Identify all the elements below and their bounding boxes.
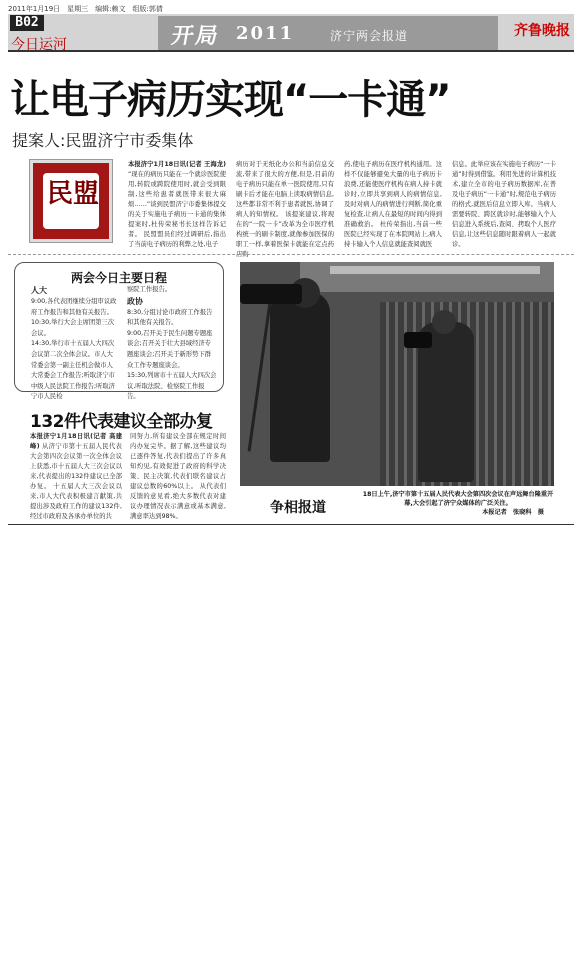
article2-lead: 本报济宁1月18日讯(记者 高建峰) [30, 433, 122, 450]
schedule-heading: 政协 [127, 296, 143, 306]
article1-column-1 [128, 160, 226, 250]
article-headline: 让电子病历实现“一卡通” [10, 77, 451, 123]
video-camera-icon [240, 284, 302, 304]
schedule-left-column [31, 285, 117, 403]
schedule-item: 8:30,分组讨论市政府工作报告和其他有关报告。 [127, 308, 213, 327]
schedule-item: 15:30,列席市十五届人大四次会议,听取法院、检察院工作报告。 [127, 372, 217, 401]
schedule-item: 14:30,举行市十五届人大四次会议第二次全体会议。市人大常委会第一副主任机会做市人大常委会工作报告;听取济宁市中级人民法院工作报告;听取济宁市人民检 [31, 340, 115, 401]
banner-year: 2011 [236, 23, 295, 44]
emblem-mark: 民盟 [47, 179, 100, 209]
schedule-box [14, 262, 224, 401]
news-photo [240, 262, 554, 486]
photo-camera-icon [404, 332, 432, 348]
schedule-right-column [127, 285, 217, 403]
banner-calligraphy: 开局 [169, 23, 223, 49]
article2-column-1 [30, 432, 122, 520]
page-number: B02 [10, 15, 44, 31]
article1-lead: 本报济宁1月18日讯(记者 王海龙) [128, 161, 226, 168]
schedule-heading: 人大 [31, 286, 47, 295]
schedule-item: 9:00,各代表团继续分组审议政府工作报告和其他有关报告。 [31, 298, 117, 316]
page-bottom-rule [8, 524, 574, 525]
page-dateline: 2011年1月19日 星期三 编辑:赖文 组版:郭倩 [8, 5, 163, 13]
article1-column-2: 病历对于无纸化办公和当前信息交流,带来了很大的方便,但是,目前的电子病历只能在单一医院使用,只有刷卡后才能在电脑上读取病情信息,这些都非常不利于患者就医,协调了病人的知情权。 该提案建议,将现在的“一院一卡”改革为全市医疗机构统一的刷卡制度,就像参加医保的职工一样,拿着医保卡就能在定点药店购 [236, 161, 334, 258]
special-banner [158, 16, 498, 50]
schedule-item: 9:00,召开关于民生问题专题座谈会;召开关于壮大县域经济专题座谈会;召开关于新形势下群众工作专题座谈会。 [127, 329, 213, 369]
page-header [8, 14, 574, 52]
photo-credit: 本报记者 张晓科 摄 [482, 509, 544, 516]
article2-column-2: 同努力,所有建议全部在规定时间内办复完毕。据了解,这些建议均已逐件答复,代表们提出了许多真知灼见,有效促进了政府的科学决策、民主决策,代表们联名建议占建议总数的60%以上。 从代表们反馈的意见看,绝大多数代表对建议办理情况表示满意或基本满意,满意率达到98%。 [130, 433, 226, 520]
schedule-title: 两会今日主要日程 [70, 271, 167, 285]
photo-caption [360, 490, 556, 517]
article1-column-4: 信息。此举应该在实施电子病历“一卡通”时得到借鉴。利用先进的计算机技术,建立全市的电子病历数据库,在普及电子病历“一卡通”时,规范电子病历的格式,就医后信息立即入库。当病人需要转院、跨区就诊时,能够输入个人信息进入系统后,查阅、拷取个人医疗信息,让这些信息随时跟着病人一起就诊。 [452, 161, 557, 248]
schedule-item: 察院工作报告。 [127, 286, 172, 293]
schedule-item: 10:30,举行大会主席团第三次会议。 [31, 319, 115, 337]
article2-headline: 132件代表建议全部办复 [30, 412, 213, 432]
article-subhead: 提案人:民盟济宁市委集体 [12, 131, 194, 150]
section-divider [8, 254, 574, 255]
section-name: 今日运河 [11, 37, 67, 53]
photo-caption-text: 18日上午,济宁市第十五届人民代表大会第四次会议在声远舞台隆重开幕,大会引起了济宁众媒体的广泛关注。 [362, 491, 554, 507]
article1-column-3: 药,使电子病历在医疗机构通用。这样不仅能够避免大量的电子病历卡浪费,还能使医疗机构在病人持卡就诊时,立即共享到病人的病情信息,及时对病人的病情进行判断,简化重复检查,让病人在最短的时间内得到准确救治。 杜传荣指出,当前一些医院已经实现了在本院网站上,病人持卡输入个人信息就能查阅就医 [344, 161, 442, 248]
banner-subtitle: 济宁两会报道 [330, 29, 409, 43]
article1-col1-text: “现在的病历只能在一个就诊医院使用,转院或跨院使用时,就会受到限制,这些给患者就医带来很大麻烦……”谈到民盟济宁市委集体提交的关于实施电子病历一卡通的集体提案时,杜传荣秘书长这样告诉记者。 民盟盟员们经过调研后,指出了当前电子病历的利弊之处,电子 [128, 171, 226, 248]
newspaper-logo: 齐鲁晚报 [514, 23, 570, 39]
photo-title: 争相报道 [270, 500, 326, 516]
party-emblem [30, 160, 112, 242]
article2-col1-text: 从济宁市第十五届人民代表大会第四次会议第一次全体会议上获悉,市十五届人大三次会议以来,代表提出的132件建议已全部办复。 十五届人大三次会议以来,市人大代表积极建言献策,共提出涉及政府工作的建议132件,经过市政府及各承办单位的共 [30, 443, 122, 520]
